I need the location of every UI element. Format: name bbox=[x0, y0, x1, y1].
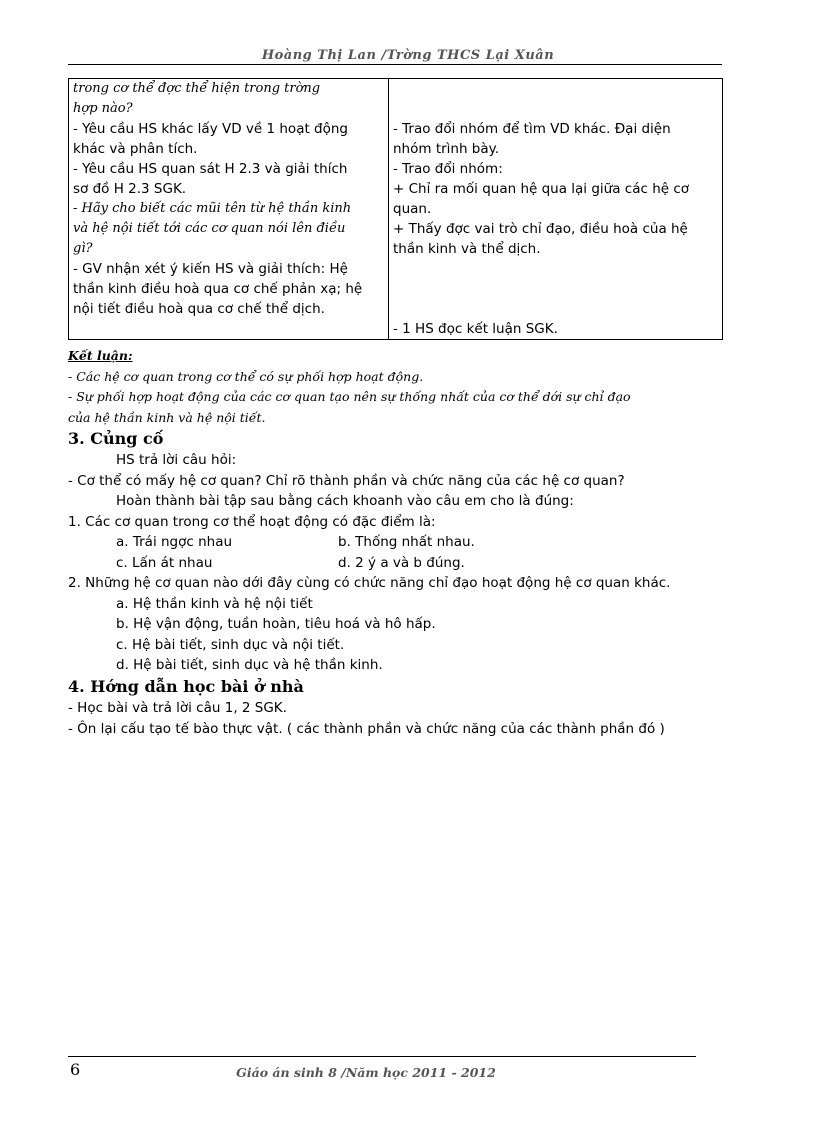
student-line: nhóm trình bày. bbox=[393, 141, 500, 157]
consolidation-intro: HS trả lời câu hỏi: bbox=[116, 452, 237, 468]
conclusion-title: Kết luận: bbox=[68, 348, 133, 363]
section-title: 4. Hớng dẫn học bài ở nhà bbox=[68, 677, 304, 696]
student-line: + Chỉ ra mối quan hệ qua lại giữa các hệ cơ bbox=[393, 181, 690, 197]
page-header: Hoàng Thị Lan /Trờng THCS Lại Xuân bbox=[261, 48, 555, 63]
header-rule bbox=[68, 64, 722, 65]
conclusion-line: - Các hệ cơ quan trong cơ thể có sự phối hợp hoạt động. bbox=[68, 368, 424, 384]
activity-table bbox=[68, 78, 723, 340]
page-number: 6 bbox=[70, 1060, 81, 1079]
option-b: b. Thống nhất nhau. bbox=[338, 534, 475, 550]
homework-line: - Học bài và trả lời câu 1, 2 SGK. bbox=[68, 700, 287, 716]
homework-section bbox=[68, 676, 728, 739]
option-d: d. 2 ý a và b đúng. bbox=[338, 554, 465, 571]
option-a: a. Trái ngợc nhau bbox=[116, 534, 233, 550]
teacher-line: hợp nào? bbox=[73, 101, 133, 116]
question-0: - Cơ thể có mấy hệ cơ quan? Chỉ rõ thành phần và chức năng của các hệ cơ quan? bbox=[68, 472, 625, 489]
options-row bbox=[68, 553, 728, 574]
conclusion-section bbox=[68, 346, 728, 428]
question-2: 2. Những hệ cơ quan nào dới đây cùng có chức năng chỉ đạo hoạt động hệ cơ quan khác. bbox=[68, 575, 671, 591]
teacher-line: - GV nhận xét ý kiến HS và giải thích: Hệ bbox=[73, 261, 348, 277]
teacher-line: và hệ nội tiết tới các cơ quan nói lên điều bbox=[73, 221, 346, 236]
conclusion-line: - Sự phối hợp hoạt động của các cơ quan tạo nên sự thống nhất của cơ thể dới sự chỉ đạo bbox=[68, 389, 631, 404]
teacher-line: khác và phân tích. bbox=[73, 141, 198, 157]
teacher-line: gì? bbox=[73, 241, 93, 256]
option-a: a. Hệ thần kinh và hệ nội tiết bbox=[116, 595, 313, 612]
student-line: quan. bbox=[393, 201, 432, 217]
homework-line: - Ôn lại cấu tạo tế bào thực vật. ( các thành phần và chức năng của các thành phần đó ) bbox=[68, 720, 665, 737]
student-line: + Thấy đợc vai trò chỉ đạo, điều hoà của hệ bbox=[393, 221, 688, 237]
option-c: c. Lấn át nhau bbox=[116, 554, 213, 571]
section-title: 3. Củng cố bbox=[68, 429, 164, 448]
option-b: b. Hệ vận động, tuần hoàn, tiêu hoá và hô hấp. bbox=[116, 616, 436, 632]
student-line: thần kinh và thể dịch. bbox=[393, 241, 541, 257]
teacher-line: - Yêu cầu HS quan sát H 2.3 và giải thích bbox=[73, 161, 348, 177]
teacher-line: thần kinh điều hoà qua cơ chế phản xạ; hệ bbox=[73, 281, 363, 297]
option-d: d. Hệ bài tiết, sinh dục và hệ thần kinh. bbox=[116, 657, 383, 673]
question-1: 1. Các cơ quan trong cơ thể hoạt động có đặc điểm là: bbox=[68, 513, 436, 530]
table-row bbox=[69, 79, 723, 340]
consolidation-section bbox=[68, 428, 728, 676]
student-line: - 1 HS đọc kết luận SGK. bbox=[393, 321, 558, 337]
teacher-line: - Yêu cầu HS khác lấy VD về 1 hoạt động bbox=[73, 121, 349, 137]
page-footer: Giáo án sinh 8 /Năm học 2011 - 2012 bbox=[236, 1065, 496, 1080]
option-c: c. Hệ bài tiết, sinh dục và nội tiết. bbox=[116, 636, 345, 653]
options-row bbox=[68, 532, 728, 553]
teacher-line: trong cơ thể đợc thể hiện trong trờng bbox=[73, 81, 321, 96]
teacher-activity-cell bbox=[69, 79, 389, 340]
student-activity-cell bbox=[389, 79, 723, 340]
footer-rule bbox=[68, 1056, 696, 1057]
conclusion-line: của hệ thần kinh và hệ nội tiết. bbox=[68, 409, 266, 425]
student-line: - Trao đổi nhóm để tìm VD khác. Đại diện bbox=[393, 121, 671, 137]
teacher-line: - Hãy cho biết các mũi tên từ hệ thần kinh bbox=[73, 201, 352, 216]
student-line: - Trao đổi nhóm: bbox=[393, 161, 503, 177]
teacher-line: nội tiết điều hoà qua cơ chế thể dịch. bbox=[73, 301, 325, 317]
exercise-instruction: Hoàn thành bài tập sau bằng cách khoanh vào câu em cho là đúng: bbox=[116, 493, 574, 509]
teacher-line: sơ đồ H 2.3 SGK. bbox=[73, 181, 187, 197]
